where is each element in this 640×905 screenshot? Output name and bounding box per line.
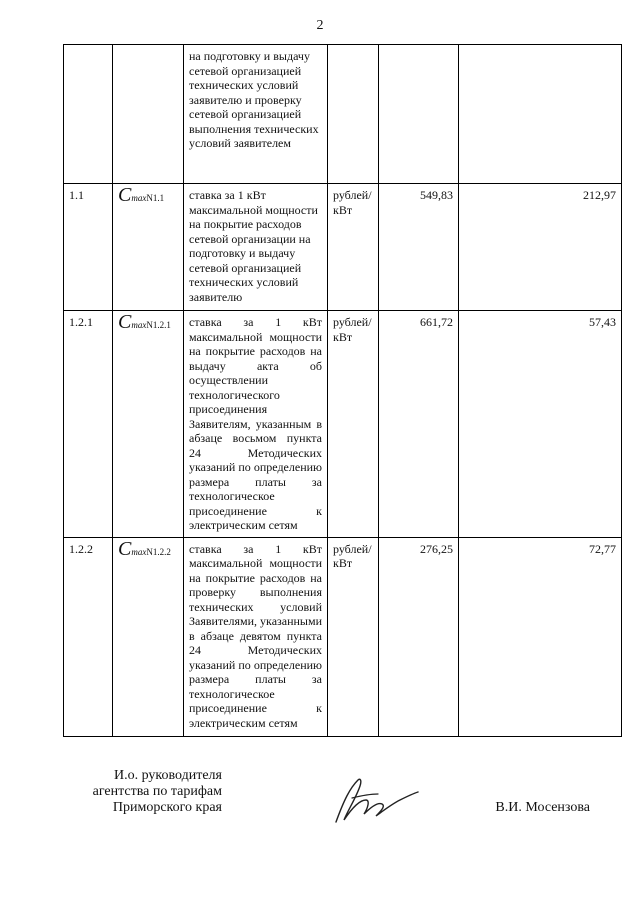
signatory-name: В.И. Мосензова	[495, 800, 590, 815]
value2-cell: 212,97	[459, 184, 622, 311]
signatory-title-line: агентства по тарифам	[92, 784, 222, 799]
signatory-title-line: И.о. руководителя	[113, 768, 222, 783]
symbol-sub: max	[131, 193, 147, 203]
unit-cell: рублей/ кВт	[328, 537, 379, 736]
value2-cell: 57,43	[459, 311, 622, 538]
signatory-title-line: Приморского края	[112, 800, 222, 815]
description-cell: ставка за 1 кВт максимальной мощности на покрытие расходов на выдачу акта об осуществлении технологического присоединения Заявителям, указанным в абзаце восьмом пункта 24 Методических указаний по определению размера платы за технологическое присоединение к электрическим сетям	[184, 311, 328, 538]
symbol-sub: max	[131, 546, 147, 557]
row-number-cell: 1.2.1	[64, 311, 113, 538]
symbol-index: N1.2.2	[146, 546, 171, 557]
symbol-index: N1.1	[146, 193, 165, 203]
unit-cell: рублей/ кВт	[328, 311, 379, 538]
value2-cell: 72,77	[459, 537, 622, 736]
value1-cell: 549,83	[379, 184, 459, 311]
symbol-main: C	[118, 537, 132, 560]
signatory-title	[72, 768, 222, 816]
description-cell: на подготовку и выдачу сетевой организацией технических условий заявителю и проверку сетевой организацией выполнения технических условий заявителем	[184, 45, 328, 184]
handwritten-signature	[330, 770, 420, 830]
page-number: 2	[316, 18, 324, 33]
value1-cell: 276,25	[379, 537, 459, 736]
symbol-sub: max	[131, 320, 147, 330]
row-number-cell: 1.1	[64, 184, 113, 311]
description-cell: ставка за 1 кВт максимальной мощности на покрытие расходов сетевой организации на подготовку и выдачу сетевой организацией технических условий заявителю	[184, 184, 328, 311]
description-cell: ставка за 1 кВт максимальной мощности на покрытие расходов на проверку выполнения технических условий Заявителями, указанными в абзаце девятом пункта 24 Методических указаний по определению размера платы за технологическое присоединение к электрическим сетям	[184, 537, 328, 736]
symbol-main: C	[118, 184, 132, 206]
symbol-index: N1.2.1	[146, 320, 171, 330]
unit-cell: рублей/ кВт	[328, 184, 379, 311]
value1-cell: 661,72	[379, 311, 459, 538]
row-number-cell: 1.2.2	[64, 537, 113, 736]
symbol-main: C	[118, 311, 132, 333]
